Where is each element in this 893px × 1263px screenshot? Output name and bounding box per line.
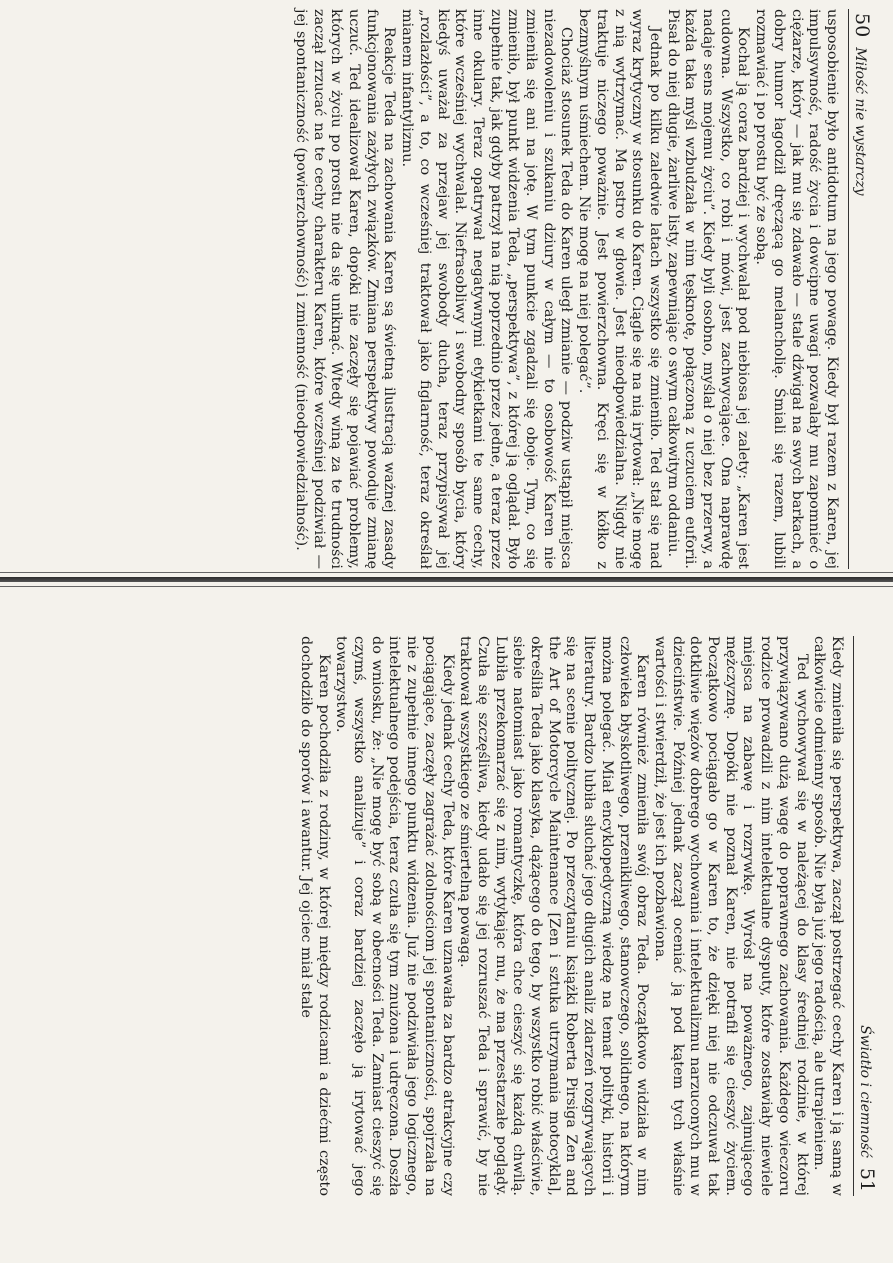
paragraph: Chociaż stosunek Teda do Karen uległ zmianie — podziw ustąpił miejsca niezadowoleniu i szukaniu dziury w całym — to osobowość Karen nie zmieniła się ani na jotę. W tym punkcie zgadzali się oboje. Tym, co się zmieniło, był punkt widzenia Teda, „perspektywa”, z której ją oglądał. Było zupełnie tak, jak gdyby patrzył na nią poprzednio przez jedne, a teraz przez inne okulary. Teraz opatrywał negatywnymi etykietkami te same cechy, które wcześniej wychwalał. Niefrasobliwy i swobodny sposób bycia, który kiedyś uważał za przejaw jej swobody ducha, teraz przypisywał jej „rozlazłości”, a to, co wcześniej traktował jako figlarność, teraz określał mianem infantylizmu. <box>399 9 575 569</box>
paragraph: usposobienie było antidotum na jego powagę. Kiedy był razem z Karen, jej impulsywność, radość życia i dowcipne uwagi pozwalały mu zapomnieć o ciężarze, który — jak mu się zdawało — stale dźwigał na swych barkach, a dobry humor łagodził dręczącą go melancholię. Śmiali się razem, lubili rozmawiać i po prostu być ze sobą. <box>753 9 840 569</box>
paragraph: Ted wychowywał się w należącej do klasy średniej rodzinie, w której przywiązywano dużą wagę do poprawnego zachowania. Każdego wieczoru rodzice prowadzili z nim intelektualne dysputy, które zostawiały niewiele miejsca na zabawę i rozrywkę. Wyrósł na poważnego, zajmującego mężczyznę. Dopóki nie poznał Karen, nie potrafił się cieszyć życiem. Początkowo pociągało go w Karen to, że dzięki niej nie odczuwał tak dotkliwie więzów dobrego wychowania i intelektualizmu narzuconych mu w dzieciństwie. Później jednak zaczął oceniać ją pod kątem tych właśnie wartości i stwierdził, że jest ich pozbawiona. <box>651 636 810 1196</box>
running-title: Światło i ciemność <box>857 1025 873 1158</box>
book-spine-divider <box>0 577 893 582</box>
paragraph: Karen również zmieniła swój obraz Teda. Początkowo widziała w nim człowieka błyskotliwego, przenikliwego, stanowczego, solidnego, na którym można polegać. Miał encyklopedyczną wiedzę na temat polityki, historii i literatury. Bardzo lubiła słuchać jego długich analiz zdarzeń rozgrywających się na scenie politycznej. Po przeczytaniu książki Roberta Pirsiga Zen and the Art of Motorcycle Maintenance [Zen i sztuka utrzymania motocykla], określiła Teda jako klasyka, dążącego do tego, by wszystko robić właściwie, siebie natomiast jako romantyczkę, która chce cieszyć się każdą chwilą. Lubiła przekomarzać się z nim, wytykając mu, że ma przestarzałe poglądy. Czuła się szczęśliwa, kiedy udało się jej rozruszać Teda i sprawić, by nie traktował wszystkiego ze śmiertelną powagą. <box>457 636 651 1196</box>
paragraph: Reakcje Teda na zachowania Karen są świetną ilustracją ważnej zasady funkcjonowania zażyłych związków. Zmiana perspektywy powoduje zmianę uczuć. Ted idealizował Karen, dopóki nie zaczęły się pojawiać problemy, których w życiu po prostu nie da się uniknąć. Wtedy winą za te trudności zaczął zrzucać na te cechy charakteru Karen, które wcześniej podziwiał — jej spontaniczność (powierzchowność) i zmienność (nieodpowiedzialność). <box>292 9 398 569</box>
paragraph: Jednak po kilku zaledwie latach wszystko się zmieniło. Ted stał się nad wyraz krytyczny w stosunku do Karen. Ciągle się na nią irytował: „Nie mogę z nią wytrzymać. Ma pstro w głowie. Jest nieodpowiedzialna. Nigdy nie traktuje niczego poważnie. Jest powierzchowna. Kręci się w kółko z bezmyślnym uśmiechem. Nie mogę na niej polegać”. <box>576 9 663 569</box>
page-number: 50 <box>851 13 873 38</box>
book-page-50 <box>21 9 871 569</box>
page-body <box>296 636 845 1196</box>
page-body <box>291 9 840 569</box>
paragraph: Karen pochodziła z rodziny, w której między rodzicami a dziećmi często dochodziło do sporów i awantur. Jej ojciec miał stale <box>297 636 332 1196</box>
running-title: Miłość nie wystarczy <box>852 47 868 196</box>
scan-edge-line <box>0 586 893 587</box>
page-header <box>853 636 876 1196</box>
page-header <box>848 9 871 569</box>
paragraph: Kochał ją coraz bardziej i wychwalał pod niebiosa jej zalety: „Karen jest cudowna. Wszystko, co robi i mówi, jest zachwycające. Ona naprawdę nadaje sens mojemu życiu”. Kiedy byli osobno, myślał o niej bez przerwy, a każda taka myśl wzbudzała w nim tęsknotę, połączoną z uczuciem euforii. Pisał do niej długie, żarliwe listy, zapewniając o swym całkowitym oddaniu. <box>664 9 752 569</box>
book-page-51 <box>26 636 876 1196</box>
paragraph: Kiedy zmieniła się perspektywa, zaczął postrzegać cechy Karen i ją samą w całkowicie odmienny sposób. Nie była już jego radością, ale utrapieniem. <box>811 636 845 1196</box>
paragraph: Kiedy jednak cechy Teda, które Karen uznawała za bardzo atrakcyjne czy pociągające, zaczęły zagrażać zdolnościom jej spontaniczności, spojrzała na nie z zupełnie innego punktu widzenia. Już nie podziwiała jego logicznego, intelektualnego podejścia, teraz czuła się tym znużona i udręczona. Doszła do wniosku, że: „Nie mogę być sobą w obecności Teda. Zamiast cieszyć się czymś, wszystko analizuje” i coraz bardziej zaczęło ją irytować jego towarzystwo. <box>333 636 456 1196</box>
page-number: 51 <box>856 1167 878 1192</box>
scan-edge-line <box>0 572 893 573</box>
